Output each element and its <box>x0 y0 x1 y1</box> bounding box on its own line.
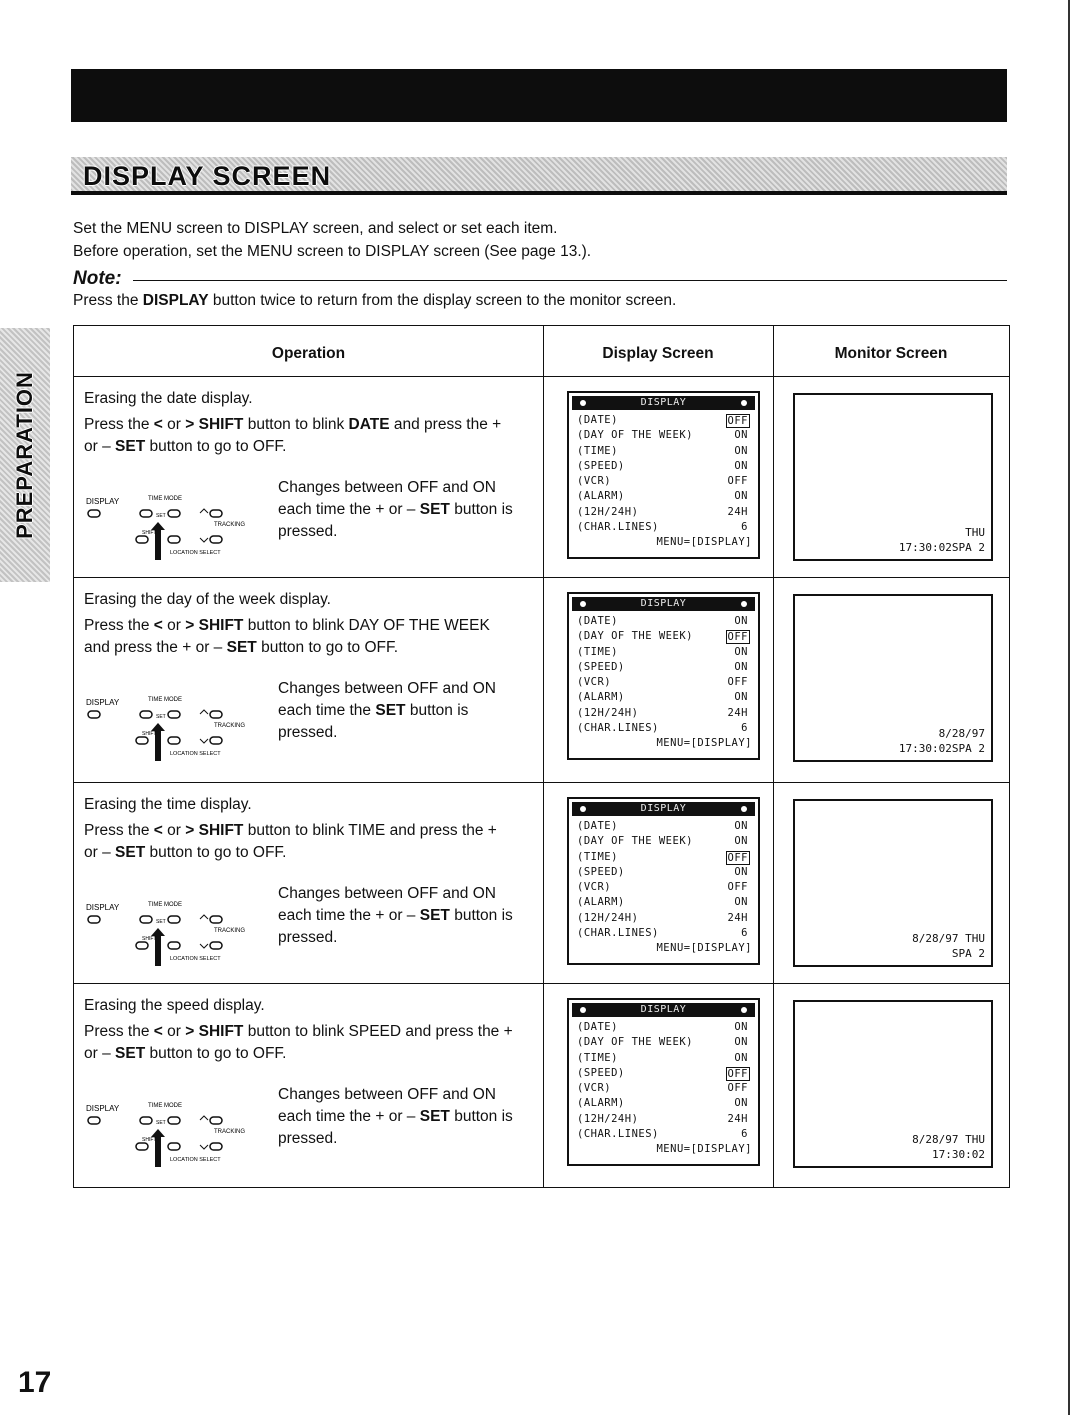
remote-buttons-illustration <box>84 492 274 572</box>
press-arrow-icon <box>151 723 165 761</box>
bullet-icon <box>741 806 747 812</box>
menu-item-label: (ALARM) <box>577 490 625 503</box>
instruction-part: button to go to OFF. <box>145 1045 287 1062</box>
menu-item-value: OFF <box>727 631 748 644</box>
bullet-icon <box>580 806 586 812</box>
press-arrow-icon <box>151 1129 165 1167</box>
menu-item-value: 24H <box>727 1112 748 1125</box>
note-part: SET <box>419 1108 450 1125</box>
instruction-part: Press the <box>84 416 154 433</box>
menu-item-label: (ALARM) <box>577 691 625 704</box>
remote-label-shift: SHIFT <box>142 1137 157 1143</box>
down-arrow-icon <box>200 944 208 948</box>
menu-item-label: (DAY OF THE WEEK) <box>577 429 693 442</box>
minus-set-button-icon <box>140 510 152 517</box>
menu-item-value: ON <box>734 865 748 878</box>
remote-buttons <box>84 492 274 572</box>
minus-set-button-icon <box>140 711 152 718</box>
header-bar <box>71 69 1007 122</box>
note-part: Changes between OFF and ON each time the + or – <box>278 885 496 924</box>
intro-line: Before operation, set the MENU screen to DISPLAY screen (See page 13.). <box>73 243 592 260</box>
menu-item-value: ON <box>734 660 748 673</box>
side-tab-label: PREPARATION <box>12 371 37 539</box>
instruction-part: Press the <box>84 1023 154 1040</box>
menu-item <box>569 1035 758 1050</box>
instruction-part: Press the <box>84 617 154 634</box>
menu-item <box>569 1020 758 1035</box>
display-button-icon <box>88 916 100 923</box>
menu-item <box>569 911 758 926</box>
menu-item-label: (CHAR.LINES) <box>577 1128 659 1141</box>
menu-item-value: ON <box>734 490 748 503</box>
plus-set-button-icon <box>168 510 180 517</box>
menu-item-label: (VCR) <box>577 475 612 488</box>
menu-item-value: ON <box>734 820 748 832</box>
instruction-part: DATE <box>348 416 390 433</box>
menu-footer: MENU=[DISPLAY] <box>656 942 752 955</box>
down-arrow-icon <box>200 739 208 743</box>
menu-item-label: (VCR) <box>577 1082 612 1095</box>
menu-item-value: 24H <box>727 505 748 518</box>
instruction-part: button to go to OFF. <box>145 438 287 455</box>
instruction-part: SHIFT <box>198 617 244 634</box>
menu-item-label: (12H/24H) <box>577 505 639 518</box>
bullet-icon <box>741 400 747 406</box>
display-menu-screen <box>567 592 760 760</box>
display-menu-screen <box>567 797 760 965</box>
note-part: SET <box>419 501 450 518</box>
display-screen-cell <box>543 984 773 1187</box>
menu-item-value: 24H <box>727 911 748 924</box>
instruction-part: SHIFT <box>198 1023 244 1040</box>
press-arrow-icon <box>151 522 165 560</box>
menu-item-value: 6 <box>741 722 748 735</box>
display-screen-cell <box>543 377 773 577</box>
menu-header <box>572 802 755 816</box>
intro <box>73 217 591 263</box>
operation-instruction <box>84 1021 514 1065</box>
note-part: button is pressed. <box>278 702 469 741</box>
bullet-icon <box>580 400 586 406</box>
instruction-part: < <box>153 416 163 433</box>
remote-label-set: SET <box>156 513 166 519</box>
menu-item-label: (CHAR.LINES) <box>577 521 659 534</box>
menu-item <box>569 895 758 910</box>
display-button-icon <box>88 1117 100 1124</box>
up-arrow-icon <box>200 509 208 513</box>
display-screen-cell <box>543 783 773 983</box>
remote-label-time-mode: TIME MODE <box>148 1103 182 1109</box>
instruction-part: and press the + or – <box>84 416 502 455</box>
monitor-screen <box>793 393 993 561</box>
intro-line: Set the MENU screen to DISPLAY screen, and select or set each item. <box>73 220 558 237</box>
monitor-overlay-text: 8/28/97 THU <box>912 932 985 945</box>
left-shift-button-icon <box>136 1143 148 1150</box>
monitor-overlay-text: 8/28/97 THU <box>912 1133 985 1146</box>
display-menu-screen <box>567 391 760 559</box>
menu-header <box>572 597 755 611</box>
table-row <box>74 783 1009 983</box>
page-number: 17 <box>18 1366 52 1399</box>
menu-item-label: (DAY OF THE WEEK) <box>577 835 693 848</box>
instruction-part: button to blink <box>243 416 349 433</box>
menu-header <box>572 1003 755 1017</box>
tracking-down-button-icon <box>210 1143 222 1150</box>
remote-label-location-select: LOCATION SELECT <box>170 751 221 757</box>
operation-note <box>278 883 528 949</box>
operation-title: Erasing the date display. <box>84 390 253 407</box>
instruction-part: button to go to OFF. <box>256 639 399 656</box>
up-arrow-icon <box>200 1116 208 1120</box>
remote-buttons <box>84 693 274 773</box>
menu-item-label: (DAY OF THE WEEK) <box>577 630 693 643</box>
menu-item-value: 6 <box>741 521 748 534</box>
menu-item-label: (TIME) <box>577 645 618 658</box>
menu-item-value: ON <box>734 459 748 472</box>
remote-label-time-mode: TIME MODE <box>148 697 182 703</box>
note-part: SET <box>375 702 406 719</box>
menu-item-label: (12H/24H) <box>577 706 639 719</box>
menu-item-label: (TIME) <box>577 1051 618 1064</box>
instruction-part: or <box>162 617 186 634</box>
bullet-icon <box>741 601 747 607</box>
menu-item <box>569 1051 758 1066</box>
remote-label-time-mode: TIME MODE <box>148 902 182 908</box>
instruction-part: button to blink TIME and press the + or – <box>84 822 497 861</box>
menu-item-label: (SPEED) <box>577 660 625 673</box>
menu-item <box>569 520 758 535</box>
tracking-up-button-icon <box>210 916 222 923</box>
display-screen-cell <box>543 578 773 782</box>
remote-label-tracking: TRACKING <box>214 1129 246 1135</box>
menu-header <box>572 396 755 410</box>
note-text-part: button twice to return from the display screen to the monitor screen. <box>208 292 677 309</box>
menu-item-label: (CHAR.LINES) <box>577 722 659 735</box>
press-arrow-icon <box>151 928 165 966</box>
instruction-part: or <box>162 416 186 433</box>
menu-item <box>569 428 758 443</box>
remote-label-tracking: TRACKING <box>214 723 246 729</box>
note-heading <box>73 268 1007 292</box>
menu-header-label: DISPLAY <box>640 397 687 408</box>
tracking-down-button-icon <box>210 942 222 949</box>
menu-item <box>569 505 758 520</box>
operation-instruction <box>84 820 514 864</box>
menu-footer: MENU=[DISPLAY] <box>656 1143 752 1156</box>
operation-title: Erasing the time display. <box>84 796 252 813</box>
monitor-overlay-text: 8/28/97 <box>938 727 985 740</box>
operation-instruction <box>84 615 514 659</box>
table-row <box>74 984 1009 1187</box>
left-shift-button-icon <box>136 536 148 543</box>
table-row <box>74 578 1009 782</box>
menu-item <box>569 614 758 629</box>
remote-label-tracking: TRACKING <box>214 928 246 934</box>
operation-title: Erasing the speed display. <box>84 997 265 1014</box>
instruction-part: Press the <box>84 822 154 839</box>
instruction-part: SHIFT <box>198 416 244 433</box>
monitor-screen-cell <box>773 578 1009 782</box>
plus-set-button-icon <box>168 916 180 923</box>
monitor-screen-cell <box>773 984 1009 1187</box>
operation-note <box>278 678 528 744</box>
menu-item-label: (DATE) <box>577 414 618 426</box>
menu-item-value: ON <box>734 429 748 442</box>
menu-item <box>569 489 758 504</box>
header-monitor-screen: Monitor Screen <box>834 345 948 362</box>
left-shift-button-icon <box>136 737 148 744</box>
menu-header-label: DISPLAY <box>640 803 687 814</box>
right-shift-button-icon <box>168 536 180 543</box>
remote-buttons-illustration <box>84 898 274 978</box>
menu-item-label: (DATE) <box>577 615 618 627</box>
menu-header-label: DISPLAY <box>640 598 687 609</box>
remote-label-display: DISPLAY <box>86 903 120 912</box>
monitor-overlay-text: THU <box>965 526 985 539</box>
menu-item-value: 6 <box>741 927 748 940</box>
menu-item-value: ON <box>734 1051 748 1064</box>
menu-item-value: ON <box>734 1036 748 1049</box>
instruction-part: < <box>153 822 163 839</box>
menu-item <box>569 880 758 895</box>
menu-item-label: (DATE) <box>577 820 618 832</box>
menu-item-value: OFF <box>727 1082 748 1095</box>
menu-item <box>569 413 758 428</box>
menu-item-label: (12H/24H) <box>577 911 639 924</box>
note-part: Changes between OFF and ON each time the <box>278 680 496 719</box>
right-shift-button-icon <box>168 737 180 744</box>
minus-set-button-icon <box>140 1117 152 1124</box>
menu-item <box>569 926 758 941</box>
instruction-part: or <box>162 1023 186 1040</box>
plus-set-button-icon <box>168 1117 180 1124</box>
menu-item-label: (TIME) <box>577 850 618 863</box>
menu-item <box>569 474 758 489</box>
operation-title: Erasing the day of the week display. <box>84 591 331 608</box>
remote-label-display: DISPLAY <box>86 497 120 506</box>
monitor-screen <box>793 799 993 967</box>
note-rule <box>133 280 1007 281</box>
menu-item-value: ON <box>734 1021 748 1033</box>
menu-item-label: (ALARM) <box>577 1097 625 1110</box>
note-part: Changes between OFF and ON each time the + or – <box>278 479 496 518</box>
down-arrow-icon <box>200 1145 208 1149</box>
up-arrow-icon <box>200 915 208 919</box>
instruction-part: SHIFT <box>198 822 244 839</box>
menu-item-value: OFF <box>727 1067 748 1080</box>
remote-label-display: DISPLAY <box>86 1104 120 1113</box>
menu-item <box>569 1096 758 1111</box>
remote-label-location-select: LOCATION SELECT <box>170 956 221 962</box>
menu-item <box>569 850 758 865</box>
menu-item-value: OFF <box>727 851 748 864</box>
monitor-overlay-text: 17:30:02SPA 2 <box>898 540 985 554</box>
instruction-part: SET <box>115 844 146 861</box>
remote-label-display: DISPLAY <box>86 698 120 707</box>
operation-note <box>278 1084 528 1150</box>
instruction-part: SET <box>115 438 146 455</box>
menu-item-value: ON <box>734 835 748 848</box>
instruction-part: > <box>185 416 195 433</box>
header-display-screen: Display Screen <box>602 345 714 362</box>
menu-item <box>569 645 758 660</box>
menu-item-label: (SPEED) <box>577 865 625 878</box>
note-text-bold: DISPLAY <box>142 292 209 309</box>
tracking-up-button-icon <box>210 711 222 718</box>
menu-item-value: OFF <box>727 676 748 689</box>
monitor-overlay-text: 17:30:02SPA 2 <box>898 741 985 755</box>
operation-note <box>278 477 528 543</box>
minus-set-button-icon <box>140 916 152 923</box>
menu-item <box>569 690 758 705</box>
menu-item <box>569 675 758 690</box>
menu-footer: MENU=[DISPLAY] <box>656 536 752 549</box>
instruction-part: or <box>162 822 186 839</box>
menu-item-label: (SPEED) <box>577 1066 625 1079</box>
menu-item-label: (VCR) <box>577 881 612 894</box>
note-part: SET <box>419 907 450 924</box>
instruction-part: SET <box>115 1045 146 1062</box>
menu-item-label: (DATE) <box>577 1021 618 1033</box>
note-part: Changes between OFF and ON each time the + or – <box>278 1086 496 1125</box>
menu-footer: MENU=[DISPLAY] <box>656 737 752 750</box>
note-text <box>73 292 676 310</box>
menu-item-label: (ALARM) <box>577 896 625 909</box>
remote-label-set: SET <box>156 1120 166 1126</box>
remote-label-shift: SHIFT <box>142 936 157 942</box>
menu-item <box>569 819 758 834</box>
right-shift-button-icon <box>168 942 180 949</box>
instruction-part: > <box>185 617 195 634</box>
instruction-part: < <box>153 617 163 634</box>
menu-item <box>569 1066 758 1081</box>
menu-item-label: (DAY OF THE WEEK) <box>577 1036 693 1049</box>
instruction-part: > <box>185 822 195 839</box>
note-part: button is pressed. <box>278 1108 513 1147</box>
instruction-part: button to go to OFF. <box>145 844 287 861</box>
table-row <box>74 377 1009 577</box>
left-shift-button-icon <box>136 942 148 949</box>
menu-item <box>569 834 758 849</box>
menu-item <box>569 660 758 675</box>
menu-item-value: 24H <box>727 706 748 719</box>
menu-item-value: ON <box>734 1097 748 1110</box>
remote-label-location-select: LOCATION SELECT <box>170 550 221 556</box>
remote-buttons <box>84 898 274 978</box>
menu-item <box>569 1112 758 1127</box>
menu-item <box>569 459 758 474</box>
menu-item-label: (SPEED) <box>577 459 625 472</box>
monitor-screen <box>793 594 993 762</box>
page-title: DISPLAY SCREEN <box>83 161 332 191</box>
display-button-icon <box>88 711 100 718</box>
bullet-icon <box>741 1007 747 1013</box>
right-shift-button-icon <box>168 1143 180 1150</box>
remote-label-set: SET <box>156 919 166 925</box>
menu-item <box>569 721 758 736</box>
menu-item <box>569 1081 758 1096</box>
menu-item <box>569 629 758 644</box>
menu-item-label: (CHAR.LINES) <box>577 927 659 940</box>
instruction-part: button to blink DAY OF THE WEEK and press the + or – <box>84 617 490 656</box>
instruction-part: SET <box>226 639 257 656</box>
remote-label-time-mode: TIME MODE <box>148 496 182 502</box>
side-tab <box>0 328 50 582</box>
remote-buttons <box>84 1099 274 1179</box>
tracking-down-button-icon <box>210 536 222 543</box>
monitor-screen-cell <box>773 377 1009 577</box>
remote-label-shift: SHIFT <box>142 731 157 737</box>
menu-header-label: DISPLAY <box>640 1004 687 1015</box>
menu-item-value: ON <box>734 645 748 658</box>
menu-item-label: (12H/24H) <box>577 1112 639 1125</box>
menu-item <box>569 865 758 880</box>
menu-item-label: (TIME) <box>577 444 618 457</box>
remote-buttons-illustration <box>84 1099 274 1179</box>
menu-item-value: OFF <box>727 415 748 427</box>
menu-item-label: (VCR) <box>577 676 612 689</box>
monitor-screen-cell <box>773 783 1009 983</box>
monitor-overlay-text: SPA 2 <box>951 946 985 960</box>
tracking-up-button-icon <box>210 1117 222 1124</box>
menu-item-value: OFF <box>727 881 748 894</box>
tracking-up-button-icon <box>210 510 222 517</box>
menu-item <box>569 706 758 721</box>
header-operation: Operation <box>271 345 346 362</box>
remote-label-tracking: TRACKING <box>214 522 246 528</box>
up-arrow-icon <box>200 710 208 714</box>
note-text-part: Press the <box>73 292 143 309</box>
operation-table <box>73 325 1010 1188</box>
menu-item-value: 6 <box>741 1128 748 1141</box>
note-part: button is pressed. <box>278 907 513 946</box>
menu-item-value: ON <box>734 896 748 909</box>
plus-set-button-icon <box>168 711 180 718</box>
display-button-icon <box>88 510 100 517</box>
page-edge-rule <box>1068 0 1070 1415</box>
menu-item-value: ON <box>734 615 748 627</box>
monitor-overlay-text: 17:30:02 <box>932 1147 985 1161</box>
display-menu-screen <box>567 998 760 1166</box>
monitor-screen <box>793 1000 993 1168</box>
remote-buttons-illustration <box>84 693 274 773</box>
operation-instruction <box>84 414 514 458</box>
instruction-part: < <box>153 1023 163 1040</box>
title-band <box>71 157 1007 195</box>
remote-label-set: SET <box>156 714 166 720</box>
bullet-icon <box>580 601 586 607</box>
remote-label-shift: SHIFT <box>142 530 157 536</box>
note-label: Note: <box>73 268 132 289</box>
instruction-part: > <box>185 1023 195 1040</box>
tracking-down-button-icon <box>210 737 222 744</box>
down-arrow-icon <box>200 538 208 542</box>
note-part: button is pressed. <box>278 501 513 540</box>
bullet-icon <box>580 1007 586 1013</box>
menu-item-value: ON <box>734 691 748 704</box>
menu-item-value: OFF <box>727 475 748 488</box>
remote-label-location-select: LOCATION SELECT <box>170 1157 221 1163</box>
instruction-part: button to blink SPEED and press the + or – <box>84 1023 513 1062</box>
menu-item <box>569 1127 758 1142</box>
menu-item <box>569 444 758 459</box>
menu-item-value: ON <box>734 444 748 457</box>
